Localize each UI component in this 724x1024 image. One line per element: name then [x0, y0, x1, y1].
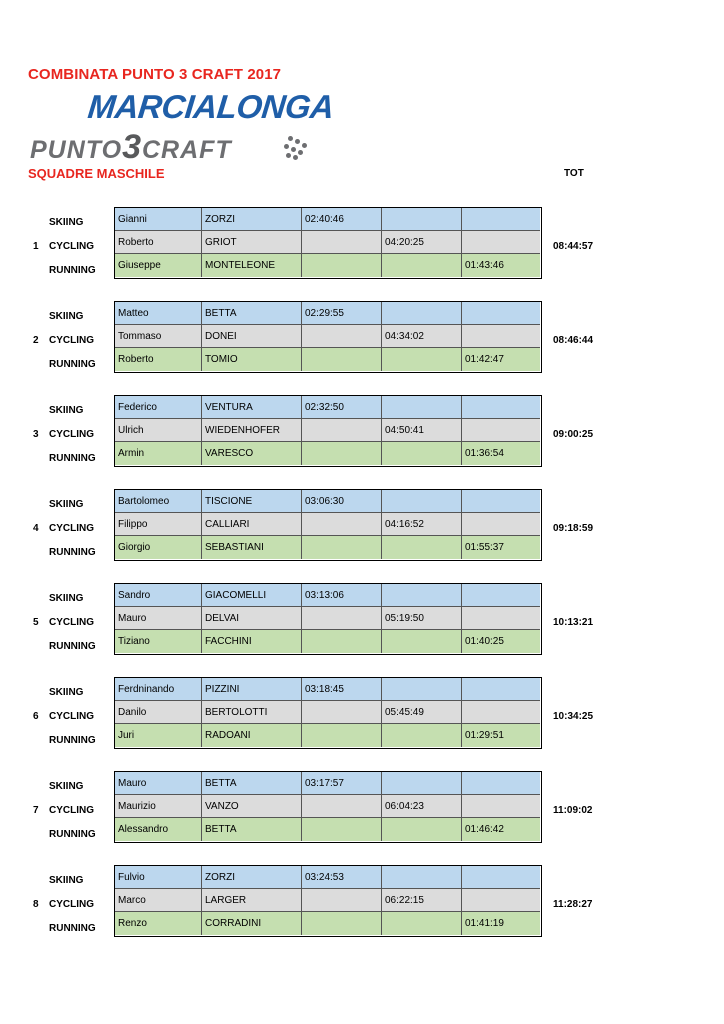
last-name-cell: PIZZINI [202, 678, 302, 701]
running-time-cell [462, 678, 540, 701]
team-total-time: 11:09:02 [553, 805, 593, 816]
discipline-label: CYCLING [49, 523, 94, 534]
last-name-cell: ZORZI [202, 208, 302, 231]
running-time-cell [462, 231, 540, 254]
first-name-cell: Filippo [115, 513, 202, 536]
discipline-label: SKIING [49, 781, 84, 792]
discipline-label: RUNNING [49, 735, 96, 746]
skiing-time-cell: 03:17:57 [302, 772, 382, 795]
discipline-label: RUNNING [49, 453, 96, 464]
first-name-cell: Federico [115, 396, 202, 419]
cycling-time-cell [382, 724, 462, 747]
logo-three-text: 3 [122, 128, 142, 166]
running-time-cell: 01:55:37 [465, 542, 504, 553]
last-name-cell: BERTOLOTTI [202, 701, 302, 724]
team-rank: 2 [33, 335, 39, 346]
cycling-time-cell [382, 396, 462, 419]
cycling-time-cell: 06:22:15 [382, 889, 462, 912]
last-name-cell: GIACOMELLI [202, 584, 302, 607]
cycling-time-cell [382, 678, 462, 701]
first-name-cell: Ulrich [115, 419, 202, 442]
last-name-cell: VENTURA [202, 396, 302, 419]
discipline-label: CYCLING [49, 617, 94, 628]
first-name-cell: Juri [115, 724, 202, 747]
team-table [114, 395, 542, 467]
table-row [115, 302, 540, 325]
last-name-cell: RADOANI [202, 724, 302, 747]
team-rank: 4 [33, 523, 39, 534]
skiing-time-cell [302, 325, 382, 348]
cycling-time-cell [382, 818, 462, 841]
table-row [115, 701, 540, 724]
skiing-time-cell [302, 442, 382, 465]
discipline-label: CYCLING [49, 241, 94, 252]
cycling-time-cell: 05:45:49 [382, 701, 462, 724]
cycling-time-cell: 04:20:25 [382, 231, 462, 254]
last-name-cell: VANZO [202, 795, 302, 818]
skiing-time-cell [302, 630, 382, 653]
craft-dots-icon [282, 136, 310, 160]
running-time-cell [462, 513, 540, 536]
last-name-cell: BETTA [202, 302, 302, 325]
skiing-time-cell [302, 231, 382, 254]
table-row [115, 231, 540, 254]
first-name-cell: Roberto [115, 231, 202, 254]
team-rank: 1 [33, 241, 39, 252]
marcialonga-logo: MARCIALONGA [86, 88, 336, 125]
last-name-cell: FACCHINI [202, 630, 302, 653]
discipline-label: CYCLING [49, 335, 94, 346]
skiing-time-cell: 03:24:53 [302, 866, 382, 889]
cycling-time-cell: 04:50:41 [382, 419, 462, 442]
skiing-time-cell [302, 419, 382, 442]
table-row [115, 348, 540, 371]
table-row [115, 442, 540, 465]
running-time-cell: 01:40:25 [465, 636, 504, 647]
team-block [0, 207, 724, 279]
running-time-cell [462, 866, 540, 889]
table-row [115, 630, 540, 653]
discipline-label: CYCLING [49, 429, 94, 440]
running-time-cell [462, 302, 540, 325]
running-time-cell [462, 889, 540, 912]
cycling-time-cell: 04:34:02 [382, 325, 462, 348]
team-table [114, 677, 542, 749]
discipline-label: RUNNING [49, 265, 96, 276]
discipline-label: SKIING [49, 499, 84, 510]
first-name-cell: Giorgio [115, 536, 202, 559]
table-row [115, 724, 540, 747]
running-time-cell: 01:42:47 [465, 354, 504, 365]
table-row [115, 325, 540, 348]
skiing-time-cell: 03:06:30 [302, 490, 382, 513]
last-name-cell: TISCIONE [202, 490, 302, 513]
discipline-label: RUNNING [49, 547, 96, 558]
skiing-time-cell: 03:13:06 [302, 584, 382, 607]
cycling-time-cell [382, 254, 462, 277]
table-row [115, 912, 540, 935]
skiing-time-cell [302, 795, 382, 818]
cycling-time-cell: 05:19:50 [382, 607, 462, 630]
first-name-cell: Tiziano [115, 630, 202, 653]
cycling-time-cell [382, 912, 462, 935]
first-name-cell: Maurizio [115, 795, 202, 818]
running-time-cell [462, 325, 540, 348]
first-name-cell: Gianni [115, 208, 202, 231]
first-name-cell: Danilo [115, 701, 202, 724]
running-time-cell [462, 795, 540, 818]
running-time-cell: 01:46:42 [465, 824, 504, 835]
skiing-time-cell [302, 912, 382, 935]
skiing-time-cell: 02:29:55 [302, 302, 382, 325]
last-name-cell: GRIOT [202, 231, 302, 254]
team-rank: 3 [33, 429, 39, 440]
first-name-cell: Ferdninando [115, 678, 202, 701]
discipline-label: SKIING [49, 593, 84, 604]
discipline-label: RUNNING [49, 829, 96, 840]
tot-header: TOT [564, 168, 584, 179]
table-row [115, 419, 540, 442]
running-time-cell [462, 584, 540, 607]
cycling-time-cell [382, 584, 462, 607]
discipline-label: SKIING [49, 311, 84, 322]
last-name-cell: BETTA [202, 772, 302, 795]
discipline-label: CYCLING [49, 805, 94, 816]
table-row [115, 772, 540, 795]
table-row [115, 536, 540, 559]
cycling-time-cell [382, 302, 462, 325]
cycling-time-cell [382, 442, 462, 465]
last-name-cell: WIEDENHOFER [202, 419, 302, 442]
last-name-cell: CORRADINI [202, 912, 302, 935]
table-row [115, 208, 540, 231]
running-time-cell [462, 208, 540, 231]
team-total-time: 10:34:25 [553, 711, 594, 722]
running-time-cell [462, 607, 540, 630]
running-time-cell [462, 396, 540, 419]
first-name-cell: Matteo [115, 302, 202, 325]
team-block [0, 583, 724, 655]
cycling-time-cell: 06:04:23 [382, 795, 462, 818]
table-row [115, 396, 540, 419]
team-table [114, 865, 542, 937]
team-rank: 6 [33, 711, 39, 722]
skiing-time-cell [302, 513, 382, 536]
discipline-label: SKIING [49, 217, 84, 228]
team-table [114, 301, 542, 373]
subtitle: SQUADRE MASCHILE [28, 166, 165, 181]
cycling-time-cell [382, 348, 462, 371]
table-row [115, 513, 540, 536]
team-rank: 7 [33, 805, 39, 816]
running-time-cell: 01:36:54 [465, 448, 504, 459]
team-table [114, 771, 542, 843]
last-name-cell: TOMIO [202, 348, 302, 371]
team-block [0, 301, 724, 373]
cycling-time-cell [382, 772, 462, 795]
table-row [115, 795, 540, 818]
running-time-cell: 01:43:46 [465, 260, 504, 271]
last-name-cell: MONTELEONE [202, 254, 302, 277]
running-time-cell: 01:41:19 [465, 918, 504, 929]
skiing-time-cell: 03:18:45 [302, 678, 382, 701]
team-total-time: 09:00:25 [553, 429, 594, 440]
last-name-cell: ZORZI [202, 866, 302, 889]
last-name-cell: SEBASTIANI [202, 536, 302, 559]
running-time-cell [462, 419, 540, 442]
first-name-cell: Alessandro [115, 818, 202, 841]
table-row [115, 678, 540, 701]
table-row [115, 889, 540, 912]
team-block [0, 865, 724, 937]
discipline-label: SKIING [49, 687, 84, 698]
first-name-cell: Armin [115, 442, 202, 465]
table-row [115, 584, 540, 607]
team-rank: 5 [33, 617, 39, 628]
table-row [115, 818, 540, 841]
discipline-label: SKIING [49, 875, 84, 886]
last-name-cell: VARESCO [202, 442, 302, 465]
last-name-cell: CALLIARI [202, 513, 302, 536]
skiing-time-cell [302, 889, 382, 912]
first-name-cell: Renzo [115, 912, 202, 935]
skiing-time-cell [302, 724, 382, 747]
team-total-time: 11:28:27 [553, 899, 593, 910]
team-total-time: 08:44:57 [553, 241, 594, 252]
running-time-cell [462, 772, 540, 795]
team-block [0, 677, 724, 749]
first-name-cell: Bartolomeo [115, 490, 202, 513]
team-total-time: 10:13:21 [553, 617, 594, 628]
cycling-time-cell: 04:16:52 [382, 513, 462, 536]
first-name-cell: Giuseppe [115, 254, 202, 277]
skiing-time-cell: 02:40:46 [302, 208, 382, 231]
discipline-label: SKIING [49, 405, 84, 416]
team-block [0, 771, 724, 843]
table-row [115, 254, 540, 277]
first-name-cell: Marco [115, 889, 202, 912]
first-name-cell: Tommaso [115, 325, 202, 348]
table-row [115, 607, 540, 630]
team-block [0, 395, 724, 467]
first-name-cell: Sandro [115, 584, 202, 607]
punto3craft-logo [30, 128, 232, 167]
team-table [114, 489, 542, 561]
discipline-label: CYCLING [49, 711, 94, 722]
first-name-cell: Mauro [115, 607, 202, 630]
table-row [115, 866, 540, 889]
team-total-time: 08:46:44 [553, 335, 594, 346]
cycling-time-cell [382, 208, 462, 231]
skiing-time-cell [302, 607, 382, 630]
logo-punto-text: PUNTO [30, 136, 123, 164]
skiing-time-cell [302, 348, 382, 371]
skiing-time-cell [302, 818, 382, 841]
skiing-time-cell [302, 536, 382, 559]
last-name-cell: DONEI [202, 325, 302, 348]
cycling-time-cell [382, 490, 462, 513]
first-name-cell: Mauro [115, 772, 202, 795]
skiing-time-cell [302, 701, 382, 724]
page-title: COMBINATA PUNTO 3 CRAFT 2017 [28, 66, 282, 83]
team-total-time: 09:18:59 [553, 523, 594, 534]
discipline-label: RUNNING [49, 641, 96, 652]
skiing-time-cell [302, 254, 382, 277]
running-time-cell [462, 701, 540, 724]
team-rank: 8 [33, 899, 39, 910]
table-row [115, 490, 540, 513]
first-name-cell: Fulvio [115, 866, 202, 889]
logo-craft-text: CRAFT [141, 136, 232, 164]
cycling-time-cell [382, 536, 462, 559]
first-name-cell: Roberto [115, 348, 202, 371]
cycling-time-cell [382, 630, 462, 653]
team-block [0, 489, 724, 561]
discipline-label: CYCLING [49, 899, 94, 910]
cycling-time-cell [382, 866, 462, 889]
team-table [114, 207, 542, 279]
running-time-cell: 01:29:51 [465, 730, 504, 741]
last-name-cell: BETTA [202, 818, 302, 841]
skiing-time-cell: 02:32:50 [302, 396, 382, 419]
discipline-label: RUNNING [49, 359, 96, 370]
last-name-cell: DELVAI [202, 607, 302, 630]
team-table [114, 583, 542, 655]
running-time-cell [462, 490, 540, 513]
discipline-label: RUNNING [49, 923, 96, 934]
last-name-cell: LARGER [202, 889, 302, 912]
